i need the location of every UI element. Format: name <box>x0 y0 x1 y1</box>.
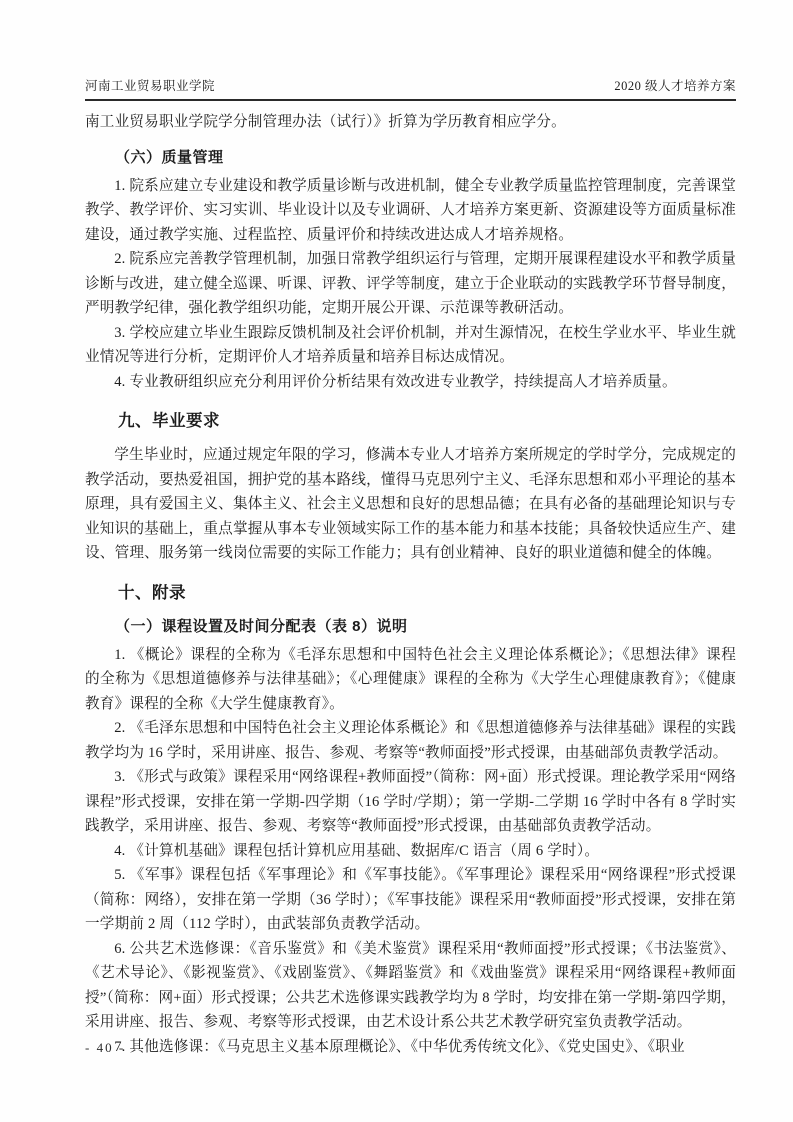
header-school-name: 河南工业贸易职业学院 <box>85 79 216 93</box>
paragraph-appendix-1: 1. 《概论》课程的全称为《毛泽东思想和中国特色社会主义理论体系概论》；《思想法律》课程的全称为《思想道德修养与法律基础》；《心理健康》课程的全称为《大学生心理健康教育》；《健康教育》课程的全称《大学生健康教育》。 <box>85 646 736 712</box>
paragraph-quality-3: 3. 学校应建立毕业生跟踪反馈机制及社会评价机制，并对生源情况，在校生学业水平、毕业生就业情况等进行分析，定期评价人才培养质量和培养目标达成情况。 <box>85 324 736 365</box>
page-footer <box>85 1040 125 1056</box>
paragraph-appendix-2: 2. 《毛泽东思想和中国特色社会主义理论体系概论》和《思想道德修养与法律基础》课程的实践教学均为 16 学时，采用讲座、报告、参观、考察等“教师面授”形式授课，由基础部负责教学活动。 <box>85 720 736 761</box>
paragraph-appendix-6: 6. 公共艺术选修课：《音乐鉴赏》和《美术鉴赏》课程采用“教师面授”形式授课；《书法鉴赏》、《艺术导论》、《影视鉴赏》、《戏剧鉴赏》、《舞蹈鉴赏》和《戏曲鉴赏》课程采用“网络课程+教师面授”（简称：网+面）形式授课；公共艺术选修课实践教学均为 8 学时，均安排在第一学期-第四学期，采用讲座、报告、参观、考察等形式授课，由艺术设计系公共艺术教学研究室负责教学活动。 <box>85 940 736 1030</box>
paragraph-appendix-4: 4. 《计算机基础》课程包括计算机应用基础、数据库/C 语言（周 6 学时）。 <box>114 842 600 859</box>
paragraph-quality-4: 4. 专业教研组织应充分利用评价分析结果有效改进专业教学，持续提高人才培养质量。 <box>114 373 677 390</box>
paragraph-appendix-7: 7. 其他选修课：《马克思主义基本原理概论》、《中华优秀传统文化》、《党史国史》、《职业 <box>114 1038 685 1055</box>
page-header <box>85 76 736 101</box>
heading-graduation-requirements: 九、毕业要求 <box>118 412 220 430</box>
heading-course-schedule-notes: （一）课程设置及时间分配表（表 8）说明 <box>115 617 408 635</box>
heading-quality-management: （六）质量管理 <box>115 148 224 166</box>
document-body <box>85 110 736 1059</box>
paragraph-appendix-5: 5. 《军事》课程包括《军事理论》和《军事技能》。《军事理论》课程采用“网络课程”形式授课（简称：网络），安排在第一学期（36 学时）；《军事技能》课程采用“教师面授”形式授课，安排在第一学期前 2 周（112 学时），由武装部负责教学活动。 <box>85 867 736 932</box>
paragraph-quality-2: 2. 院系应完善教学管理机制，加强日常教学组织运行与管理，定期开展课程建设水平和教学质量诊断与改进，建立健全巡课、听课、评教、评学等制度，建立于企业联动的实践教学环节督导制度，严明教学纪律，强化教学组织功能，定期开展公开课、示范课等教研活动。 <box>85 251 736 316</box>
page-number: - 40 - <box>85 1040 126 1055</box>
heading-appendix: 十、附录 <box>118 583 186 602</box>
paragraph-quality-1: 1. 院系应建立专业建设和教学质量诊断与改进机制，健全专业教学质量监控管理制度，完善课堂教学、教学评价、实习实训、毕业设计以及专业调研、人才培养方案更新、资源建设等方面质量标准建设，通过教学实施、过程监控、质量评价和持续改进达成人才培养规格。 <box>85 177 736 243</box>
paragraph-continued-from-previous-page: 南工业贸易职业学院学分制管理办法（试行）》折算为学历教育相应学分。 <box>85 114 566 130</box>
paragraph-graduation: 学生毕业时，应通过规定年限的学习，修满本专业人才培养方案所规定的学时学分，完成规定的教学活动，要热爱祖国，拥护党的基本路线，懂得马克思列宁主义、毛泽东思想和邓小平理论的基本原理，具有爱国主义、集体主义、社会主义思想和良好的思想品德；在具有必备的基础理论知识与专业知识的基础上，重点掌握从事本专业领域实际工作的基本能力和基本技能；具备较快适应生产、建设、管理、服务第一线岗位需要的实际工作能力；具有创业精神、良好的职业道德和健全的体魄。 <box>85 447 736 561</box>
paragraph-appendix-3: 3. 《形式与政策》课程采用“网络课程+教师面授”（简称：网+面）形式授课。理论教学采用“网络课程”形式授课，安排在第一学期-四学期（16 学时/学期）；第一学期-二学期 16 学时中各有 8 学时实践教学，采用讲座、报告、参观、考察等“教师面授”形式授课，由基础部负责教学活动。 <box>85 769 736 834</box>
header-doc-title: 2020 级人才培养方案 <box>614 79 736 93</box>
